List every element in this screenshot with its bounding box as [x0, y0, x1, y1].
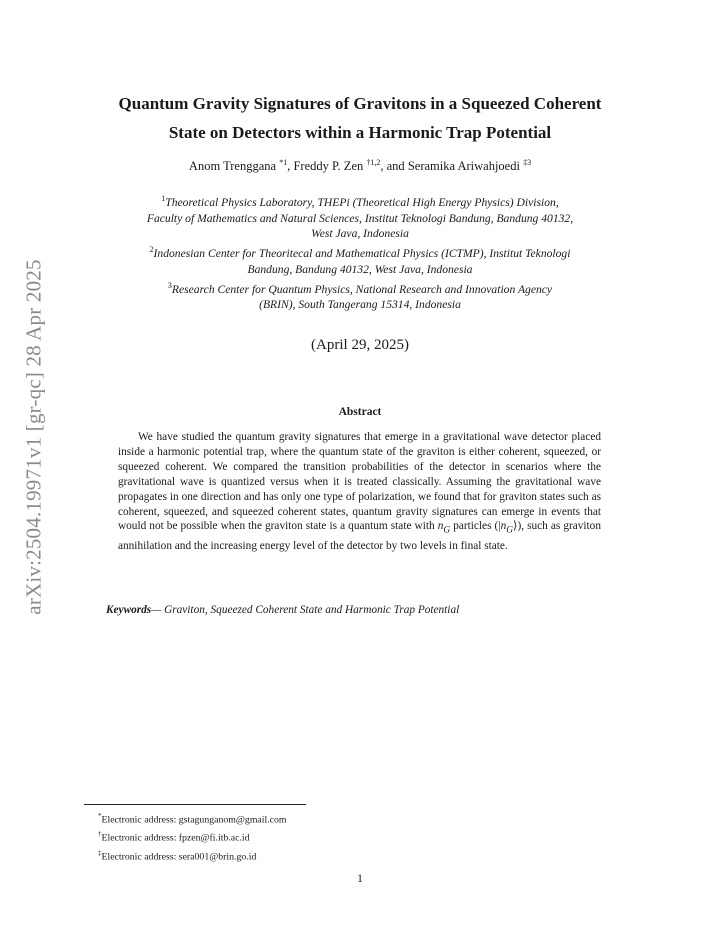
math-symbol: n — [500, 520, 507, 533]
author-list: Anom Trenggana $^{*1}$, Freddy P. Zen $^{\dagger 1,2}$, and Seramika Ariwahjoedi $^{\ddagger 3}$ — [188, 158, 532, 174]
author-marks: †1,2 — [366, 158, 381, 167]
math-ket-close: ⟩ — [513, 520, 518, 533]
footnote-mark: ‡ — [98, 848, 102, 857]
footnote-rule — [84, 804, 306, 805]
footnotes — [98, 809, 287, 864]
affiliation-line: Faculty of Mathematics and Natural Sciences, Institut Teknologi Bandung, Bandung 40132, — [146, 211, 574, 225]
author-name: Freddy P. Zen — [293, 159, 364, 174]
affiliation-marker: 2 — [149, 245, 154, 255]
author-name: Seramika Ariwahjoedi — [407, 159, 520, 174]
math-symbol: n — [437, 520, 444, 533]
paper-title — [80, 89, 640, 147]
arxiv-identifier-stamp: arXiv:2504.19971v1 [gr-qc] 28 Apr 2025 — [21, 259, 46, 615]
affiliations — [80, 191, 640, 313]
author-conjunction: and — [386, 159, 405, 174]
affiliation-line: $^2$Indonesian Center for Theoritecal and Mathematical Physics (ICTMP), Institut Teknologi — [149, 245, 571, 261]
title-line-1: Quantum Gravity Signatures of Gravitons in a Squeezed Coherent — [118, 94, 602, 113]
abstract-text: We have studied the quantum gravity signatures that emerge in a gravitational wave detector placed inside a harmonic potential trap, where the quantum state of the graviton is either coherent, squeezed, or squeezed coherent. We compared the transition probabilities of the detector in scenarios where the gravitational wave is quantized versus when it is treated classically. Assuming the gravitational wave propagates in one direction and has only one type of polarization, we found that for graviton states such as coherent, squeezed, and squeezed coherent states, quantum gravity signatures can emerge in events that would not be possible when the graviton state is a quantum state with $n_G$ particles $(|n_G⟩)$, such as graviton annihilation and the increasing energy level of the detector by two levels in final state. — [118, 431, 601, 552]
footnote-item: ‡Electronic address: sera001@brin.go.id — [98, 848, 257, 862]
footnote-mark: * — [98, 812, 102, 820]
math-subscript: G — [506, 525, 514, 536]
affiliation-line: (BRIN), South Tangerang 15314, Indonesia — [259, 298, 461, 312]
author-marks: ‡3 — [523, 158, 532, 167]
page-number: 1 — [357, 871, 363, 885]
author-marks: *1 — [279, 158, 288, 167]
affiliation-line: Bandung, Bandung 40132, West Java, Indonesia — [247, 262, 473, 276]
footnote-item: *Electronic address: gstagunganom@gmail.com — [98, 812, 287, 826]
affiliation-line: West Java, Indonesia — [311, 227, 409, 241]
math-ket-open: | — [498, 520, 501, 533]
abstract-heading: Abstract — [338, 406, 382, 418]
keywords-dash: — — [151, 604, 162, 616]
affiliation-line: $^1$Theoretical Physics Laboratory, THEPi (Theoretical High Energy Physics) Division, — [161, 194, 559, 209]
footnote-item: †Electronic address: fpzen@fi.itb.ac.id — [98, 830, 250, 844]
keywords-line — [106, 604, 626, 616]
footnote-mark: † — [98, 830, 102, 839]
keywords-text: Graviton, Squeezed Coherent State and Harmonic Trap Potential — [164, 604, 460, 616]
paper-date: (April 29, 2025) — [311, 337, 409, 353]
author-name: Anom Trenggana — [188, 159, 277, 174]
keywords-label: Keywords — [106, 604, 152, 616]
math-subscript: G — [443, 525, 451, 536]
title-line-2: State on Detectors within a Harmonic Trap Potential — [168, 123, 552, 142]
affiliation-marker: 1 — [161, 194, 166, 203]
affiliation-line: $^3$Research Center for Quantum Physics, National Research and Innovation Agency — [167, 280, 553, 296]
affiliation-marker: 3 — [167, 280, 172, 290]
